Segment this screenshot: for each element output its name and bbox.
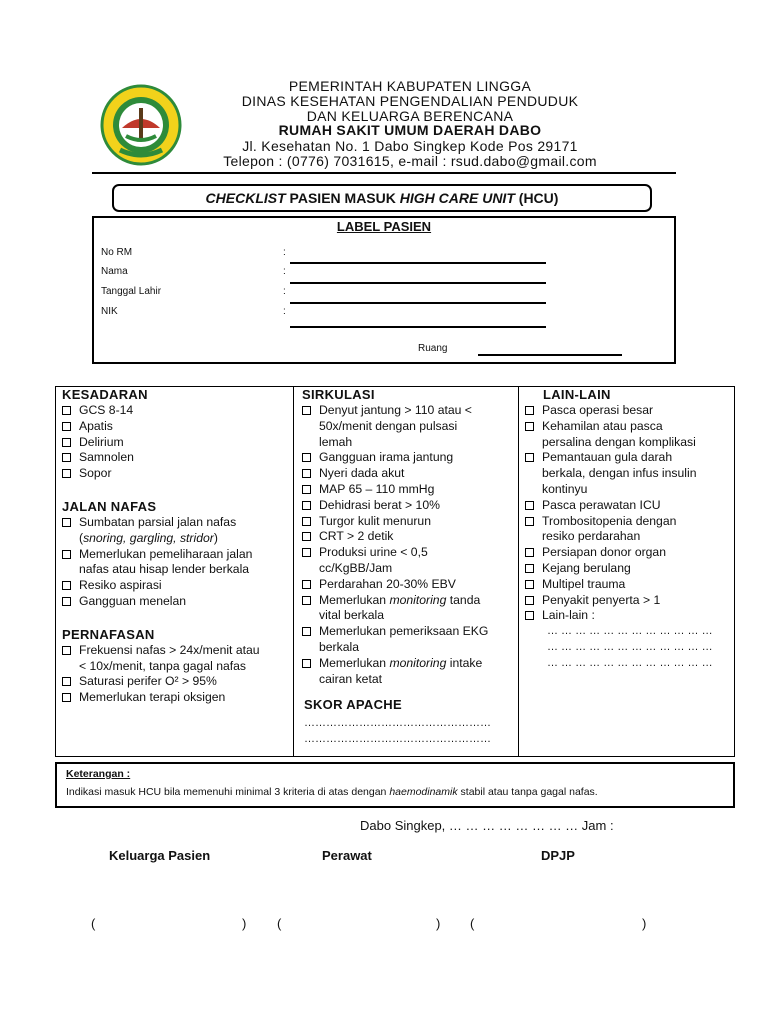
- column-divider: [293, 387, 294, 756]
- checklist-item[interactable]: Kehamilan atau pasca: [523, 419, 733, 435]
- checklist-item[interactable]: Pemantauan gula darah: [523, 450, 733, 466]
- checkbox[interactable]: [62, 438, 71, 447]
- checklist-item[interactable]: Trombositopenia dengan: [523, 514, 733, 530]
- signature-close-paren: ): [242, 916, 247, 931]
- signature-field-perawat[interactable]: [284, 910, 432, 932]
- checkbox[interactable]: [62, 597, 71, 606]
- checkbox[interactable]: [525, 406, 534, 415]
- checkbox[interactable]: [62, 693, 71, 702]
- checklist-item-continuation: berkala: [319, 639, 359, 654]
- section-title-pernafasan: PERNAFASAN: [62, 626, 155, 642]
- checklist-item[interactable]: Resiko aspirasi: [60, 578, 290, 594]
- column-lain-lain: [523, 387, 733, 756]
- signature-open-paren: (: [277, 916, 282, 931]
- checkbox[interactable]: [525, 501, 534, 510]
- lain-lain-field[interactable]: … … … … … … … … … … … …: [547, 656, 713, 669]
- skor-apache-field[interactable]: ……………………………………………: [304, 733, 491, 746]
- checkbox[interactable]: [525, 580, 534, 589]
- checklist-item[interactable]: Multipel trauma: [523, 577, 733, 593]
- checklist-item-continuation: cairan ketat: [319, 671, 383, 686]
- checkbox[interactable]: [62, 422, 71, 431]
- checklist-item-continuation: nafas atau hisap lender berkala: [79, 562, 250, 577]
- checkbox[interactable]: [525, 564, 534, 573]
- column-sirkulasi: [300, 387, 514, 756]
- checkbox[interactable]: [62, 646, 71, 655]
- checklist-item[interactable]: Sopor: [60, 466, 290, 482]
- checklist-item[interactable]: Memerlukan terapi oksigen: [60, 690, 290, 706]
- field-label-tanggal-lahir: Tanggal Lahir: [101, 286, 162, 297]
- keterangan-title: Keterangan :: [66, 768, 131, 780]
- checklist-item[interactable]: Denyut jantung > 110 atau <: [300, 403, 514, 419]
- field-label-no-rm: No RM: [101, 247, 133, 258]
- signature-open-paren: (: [470, 916, 475, 931]
- form-title: CHECKLIST PASIEN MASUK HIGH CARE UNIT (HCU): [112, 184, 652, 212]
- checkbox[interactable]: [302, 469, 311, 478]
- checklist-item[interactable]: Dehidrasi berat > 10%: [300, 498, 514, 514]
- header-contact: Telepon : (0776) 7031615, e-mail : rsud.dabo@gmail.com: [223, 153, 597, 169]
- checkbox[interactable]: [525, 453, 534, 462]
- checkbox[interactable]: [302, 659, 311, 668]
- checkbox[interactable]: [302, 548, 311, 557]
- checklist-item[interactable]: Memerlukan pemeliharaan jalan: [60, 547, 290, 563]
- header-line2: DINAS KESEHATAN PENGENDALIAN PENDUDUK: [241, 93, 579, 109]
- signature-label-perawat: Perawat: [322, 848, 372, 863]
- checklist-item[interactable]: Memerlukan pemeriksaan EKG: [300, 624, 514, 640]
- checkbox[interactable]: [302, 580, 311, 589]
- checkbox[interactable]: [525, 596, 534, 605]
- checklist-item[interactable]: Saturasi perifer O² > 95%: [60, 674, 290, 690]
- checklist-item-continuation: cc/KgBB/Jam: [319, 560, 393, 575]
- signature-close-paren: ): [436, 916, 441, 931]
- keterangan-box: [55, 762, 735, 808]
- checkbox[interactable]: [302, 596, 311, 605]
- checklist-item[interactable]: Memerlukan monitoring tanda: [300, 593, 514, 609]
- colon: :: [283, 286, 286, 297]
- checkbox[interactable]: [302, 453, 311, 462]
- checkbox[interactable]: [62, 550, 71, 559]
- colon: :: [283, 247, 286, 258]
- colon: :: [283, 266, 286, 277]
- checklist-item[interactable]: Gangguan menelan: [60, 594, 290, 610]
- checklist-item[interactable]: Nyeri dada akut: [300, 466, 514, 482]
- section-title-sirkulasi: SIRKULASI: [302, 387, 375, 402]
- header-line1: PEMERINTAH KABUPATEN LINGGA: [288, 78, 532, 94]
- signature-label-dpjp: DPJP: [541, 848, 575, 863]
- checklist-item[interactable]: Gangguan irama jantung: [300, 450, 514, 466]
- signature-label-keluarga: Keluarga Pasien: [109, 848, 211, 863]
- checkbox[interactable]: [525, 548, 534, 557]
- checklist-item-continuation: kontinyu: [542, 481, 588, 496]
- checklist-item[interactable]: Produksi urine < 0,5: [300, 545, 514, 561]
- column-divider: [518, 387, 519, 756]
- checkbox[interactable]: [302, 501, 311, 510]
- checkbox[interactable]: [302, 627, 311, 636]
- checkbox[interactable]: [302, 532, 311, 541]
- signature-field-dpjp[interactable]: [477, 910, 639, 932]
- checkbox[interactable]: [62, 406, 71, 415]
- ruang-label: Ruang: [418, 343, 448, 354]
- checklist-item-continuation: vital berkala: [319, 608, 385, 623]
- colon: :: [283, 306, 286, 317]
- checklist-item[interactable]: Perdarahan 20-30% EBV: [300, 577, 514, 593]
- checklist-item[interactable]: Pasca operasi besar: [523, 403, 733, 419]
- checklist-item[interactable]: MAP 65 – 110 mmHg: [300, 482, 514, 498]
- header-divider: [92, 172, 676, 174]
- checklist-item-continuation: resiko perdarahan: [542, 529, 641, 544]
- checkbox[interactable]: [525, 611, 534, 620]
- checkbox[interactable]: [525, 422, 534, 431]
- checkbox[interactable]: [62, 581, 71, 590]
- field-label-nama: Nama: [101, 266, 128, 277]
- signature-field-keluarga[interactable]: [98, 910, 238, 932]
- checkbox[interactable]: [62, 518, 71, 527]
- checkbox[interactable]: [302, 485, 311, 494]
- no-rm-line[interactable]: [290, 262, 546, 264]
- checklist-item-continuation: < 10x/menit, tanpa gagal nafas: [79, 658, 247, 673]
- place-date-line: Dabo Singkep, … … … … … … … … Jam :: [360, 818, 614, 833]
- checklist-item-continuation: lemah: [319, 434, 353, 449]
- checklist-item[interactable]: Samnolen: [60, 450, 290, 466]
- column-kesadaran: [60, 387, 290, 756]
- checklist-item[interactable]: Penyakit penyerta > 1: [523, 593, 733, 609]
- checklist-item[interactable]: Delirium: [60, 435, 290, 451]
- skor-apache-field[interactable]: ……………………………………………: [304, 717, 491, 730]
- checklist-item[interactable]: Turgor kulit menurun: [300, 514, 514, 530]
- checklist-item-continuation: (snoring, gargling, stridor): [79, 530, 218, 545]
- checklist-item[interactable]: Kejang berulang: [523, 561, 733, 577]
- checkbox[interactable]: [62, 453, 71, 462]
- checklist-item[interactable]: Memerlukan monitoring intake: [300, 656, 514, 672]
- header-line3: DAN KELUARGA BERENCANA: [306, 108, 514, 124]
- ruang-line[interactable]: [478, 354, 622, 356]
- checkbox[interactable]: [62, 469, 71, 478]
- section-title-jalan-nafas: JALAN NAFAS: [62, 498, 157, 514]
- checklist-item[interactable]: Lain-lain :: [523, 608, 733, 624]
- checkbox[interactable]: [302, 406, 311, 415]
- label-pasien-heading: LABEL PASIEN: [336, 219, 432, 234]
- checklist-item-continuation: persalina dengan komplikasi: [542, 434, 696, 449]
- checklist-item-continuation: berkala, dengan infus insulin: [542, 466, 697, 481]
- nama-line[interactable]: [290, 282, 546, 284]
- checklist-item-continuation: 50x/menit dengan pulsasi: [319, 418, 458, 433]
- section-title-kesadaran: KESADARAN: [62, 387, 148, 402]
- signature-open-paren: (: [91, 916, 96, 931]
- keterangan-text: Indikasi masuk HCU bila memenuhi minimal 3 kriteria di atas dengan haemodinamik stabil atau tanpa gagal nafas.: [66, 786, 598, 798]
- field-label-nik: NIK: [101, 306, 118, 317]
- checkbox[interactable]: [525, 517, 534, 526]
- hospital-name: RUMAH SAKIT UMUM DAERAH DABO: [278, 122, 542, 138]
- tanggal-lahir-line[interactable]: [290, 302, 546, 304]
- signature-close-paren: ): [642, 916, 647, 931]
- checklist-item[interactable]: CRT > 2 detik: [300, 529, 514, 545]
- checklist-item[interactable]: Frekuensi nafas > 24x/menit atau: [60, 643, 290, 659]
- label-pasien-box: [92, 216, 676, 364]
- hospital-logo: [100, 84, 182, 166]
- criteria-table: [55, 386, 735, 757]
- section-title-lain-lain: LAIN-LAIN: [543, 387, 611, 402]
- checklist-item[interactable]: Apatis: [60, 419, 290, 435]
- checklist-item[interactable]: GCS 8-14: [60, 403, 290, 419]
- section-title-skor-apache: SKOR APACHE: [304, 697, 402, 713]
- lain-lain-field[interactable]: … … … … … … … … … … … …: [547, 625, 713, 638]
- checklist-item[interactable]: Sumbatan parsial jalan nafas: [60, 515, 290, 531]
- checklist-item[interactable]: Pasca perawatan ICU: [523, 498, 733, 514]
- lain-lain-field[interactable]: … … … … … … … … … … … …: [547, 640, 713, 653]
- nik-line[interactable]: [290, 326, 546, 328]
- checklist-item[interactable]: Persiapan donor organ: [523, 545, 733, 561]
- checkbox[interactable]: [62, 677, 71, 686]
- checkbox[interactable]: [302, 517, 311, 526]
- header-address: Jl. Kesehatan No. 1 Dabo Singkep Kode Pos 29171: [242, 138, 578, 154]
